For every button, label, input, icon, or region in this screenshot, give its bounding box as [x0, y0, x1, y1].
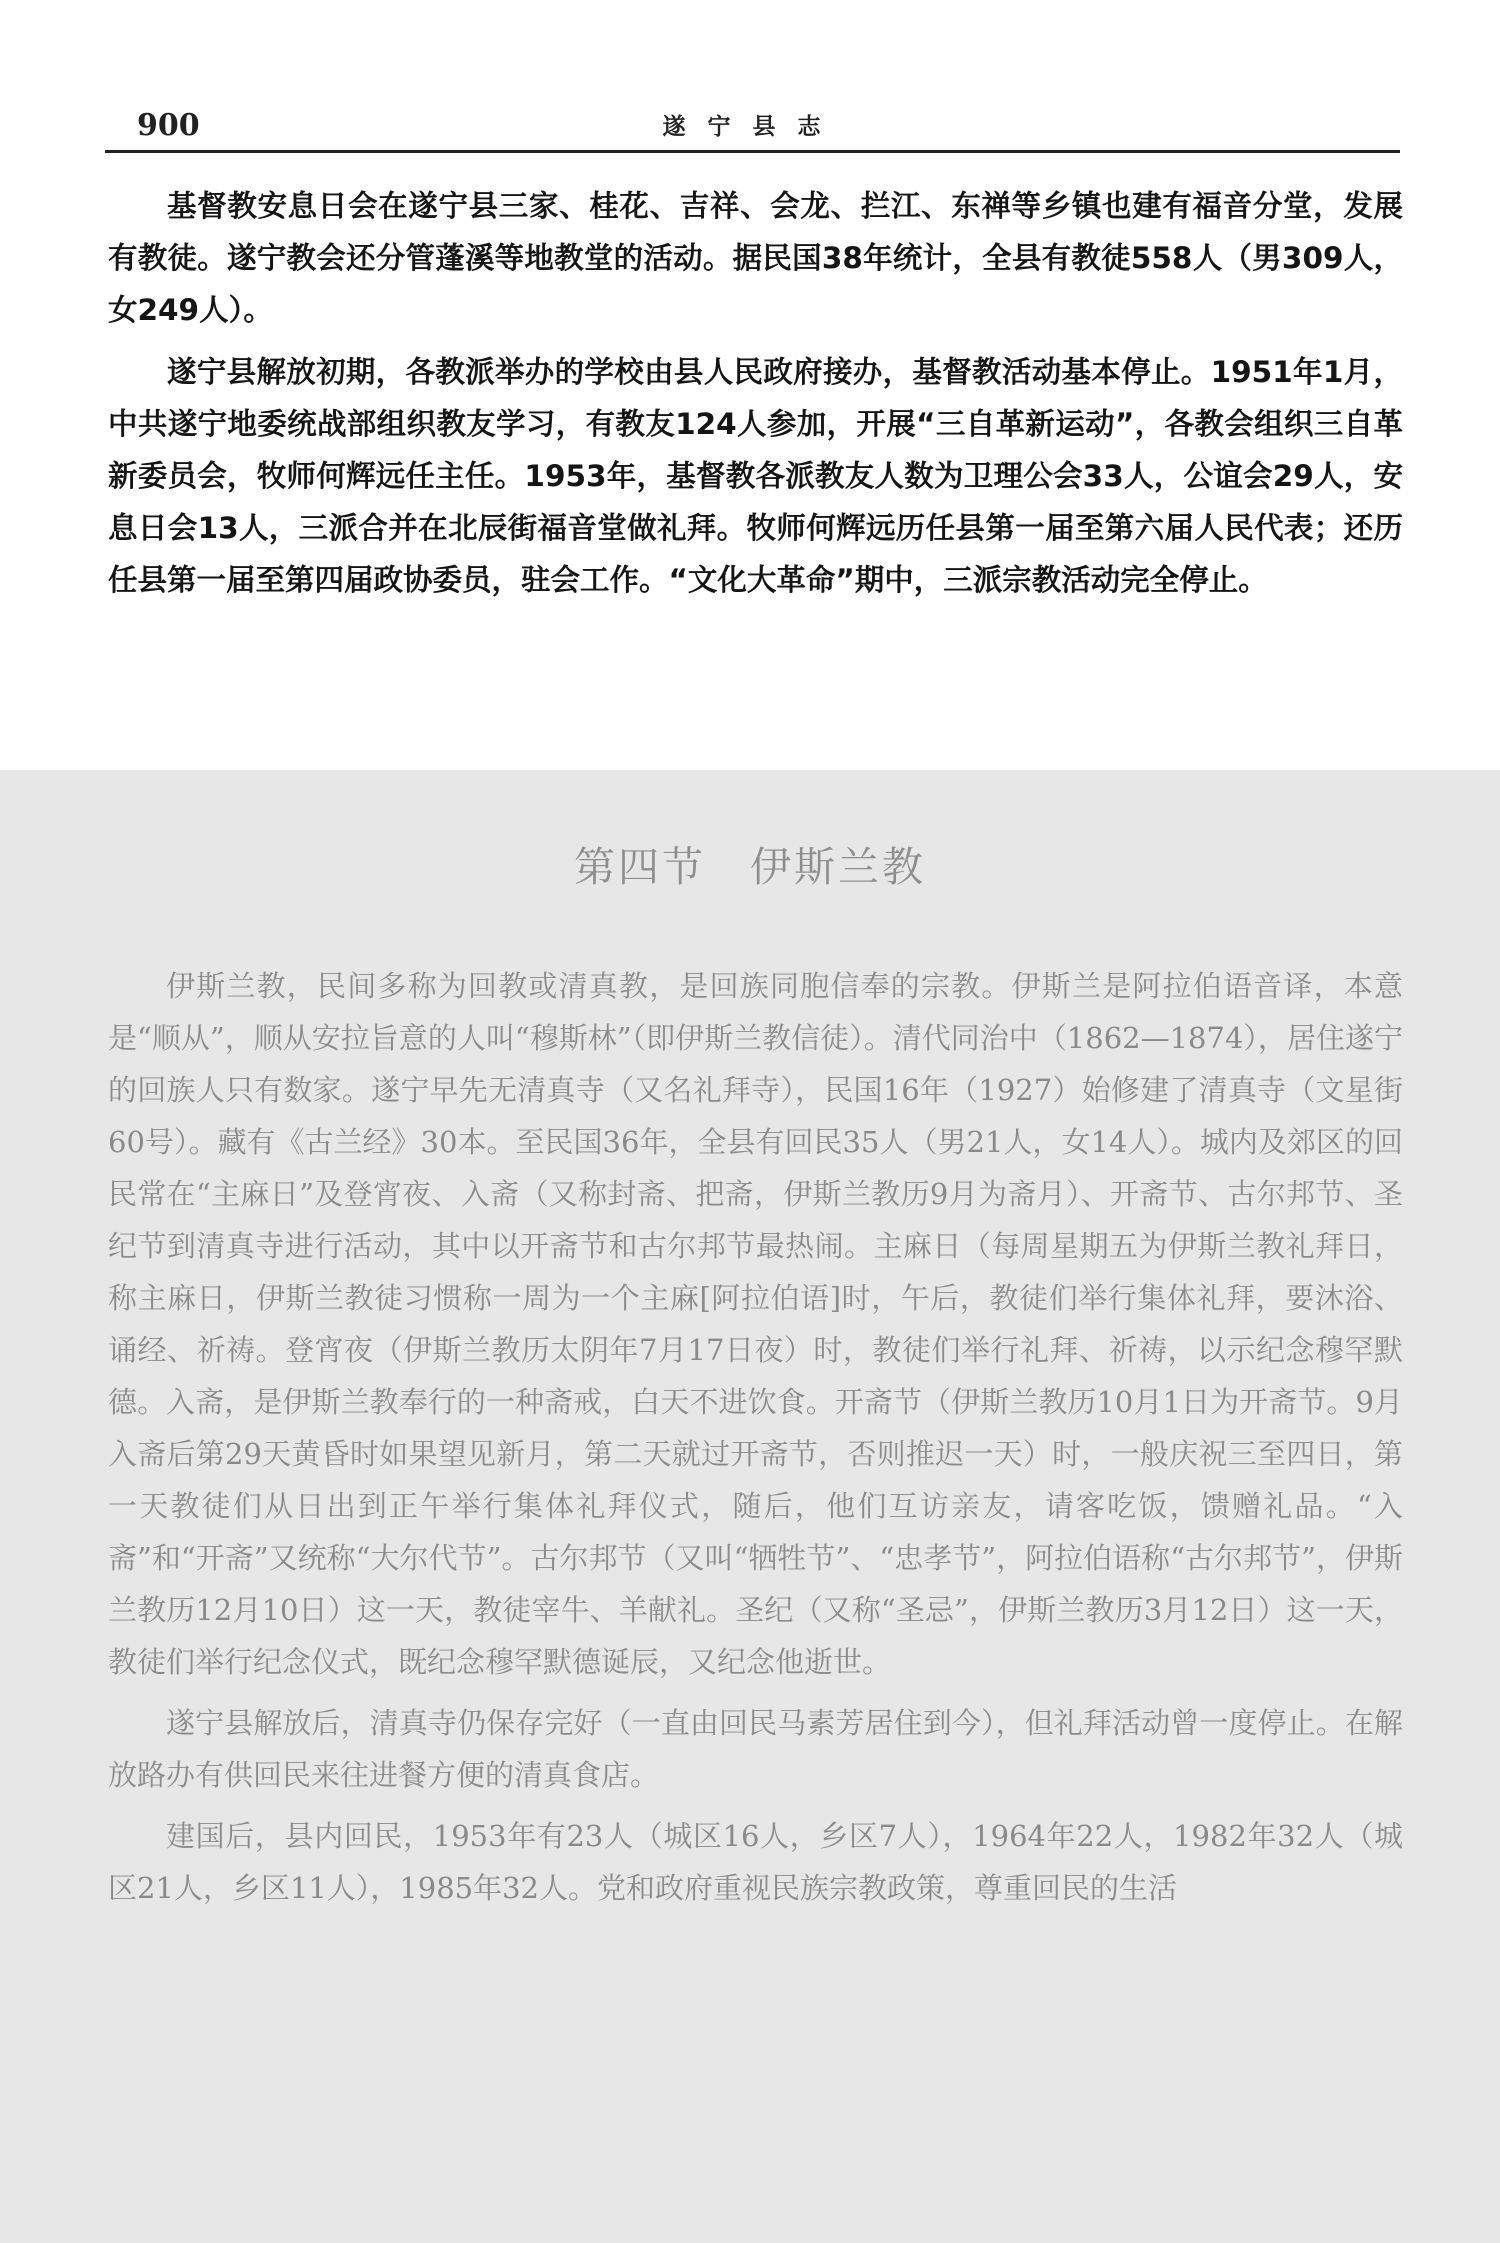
page-number: 900 [137, 108, 200, 143]
body-paragraph: 建国后，县内回民，1953年有23人（城区16人，乡区7人），1964年22人，1982年32人（城区21人，乡区11人），1985年32人。党和政府重视民族宗教政策，尊重回民的生活 [108, 1819, 1403, 1905]
christianity-section-continued [108, 180, 1403, 616]
islam-section [0, 770, 1500, 2243]
running-title: 遂宁县志 [662, 114, 843, 140]
section-body [108, 960, 1403, 1923]
page-header [105, 100, 1400, 153]
section-title: 第四节 伊斯兰教 [574, 843, 926, 891]
body-paragraph: 伊斯兰教，民间多称为回教或清真教，是回族同胞信奉的宗教。伊斯兰是阿拉伯语音译，本意是“顺从”，顺从安拉旨意的人叫“穆斯林”（即伊斯兰教信徒）。清代同治中（1862—1874），居住遂宁的回族人只有数家。遂宁早先无清真寺（又名礼拜寺），民国16年（1927）始修建了清真寺（文星街60号）。藏有《古兰经》30本。至民国36年，全县有回民35人（男21人，女14人）。城内及郊区的回民常在“主麻日”及登宵夜、入斋（又称封斋、把斋，伊斯兰教历9月为斋月）、开斋节、古尔邦节、圣纪节到清真寺进行活动，其中以开斋节和古尔邦节最热闹。主麻日（每周星期五为伊斯兰教礼拜日，称主麻日，伊斯兰教徒习惯称一周为一个主麻[阿拉伯语]时，午后，教徒们举行集体礼拜，要沐浴、诵经、祈祷。登宵夜（伊斯兰教历太阴年7月17日夜）时，教徒们举行礼拜、祈祷，以示纪念穆罕默德。入斋，是伊斯兰教奉行的一种斋戒，白天不进饮食。开斋节（伊斯兰教历10月1日为开斋节。9月入斋后第29天黄昏时如果望见新月，第二天就过开斋节，否则推迟一天）时，一般庆祝三至四日，第一天教徒们从日出到正午举行集体礼拜仪式，随后，他们互访亲友，请客吃饭，馈赠礼品。“入斋”和“开斋”又统称“大尔代节”。古尔邦节（又叫“牺牲节”、“忠孝节”，阿拉伯语称“古尔邦节”，伊斯兰教历12月10日）这一天，教徒宰牛、羊献礼。圣纪（又称“圣忌”，伊斯兰教历3月12日）这一天，教徒们举行纪念仪式，既纪念穆罕默德诞辰，又纪念他逝世。 [108, 969, 1403, 1679]
body-paragraph: 遂宁县解放初期，各教派举办的学校由县人民政府接办，基督教活动基本停止。1951年1月，中共遂宁地委统战部组织教友学习，有教友124人参加，开展“三自革新运动”，各教会组织三自革新委员会，牧师何辉远任主任。1953年，基督教各派教友人数为卫理公会33人，公谊会29人，安息日会13人，三派合并在北辰街福音堂做礼拜。牧师何辉远历任县第一届至第六届人民代表；还历任县第一届至第四届政协委员，驻会工作。“文化大革命”期中，三派宗教活动完全停止。 [108, 355, 1403, 597]
body-paragraph: 遂宁县解放后，清真寺仍保存完好（一直由回民马素芳居住到今），但礼拜活动曾一度停止。在解放路办有供回民来往进餐方便的清真食店。 [108, 1706, 1403, 1792]
body-paragraph: 基督教安息日会在遂宁县三家、桂花、吉祥、会龙、拦江、东禅等乡镇也建有福音分堂，发展有教徒。遂宁教会还分管蓬溪等地教堂的活动。据民国38年统计，全县有教徒558人（男309人，女249人）。 [108, 189, 1403, 327]
